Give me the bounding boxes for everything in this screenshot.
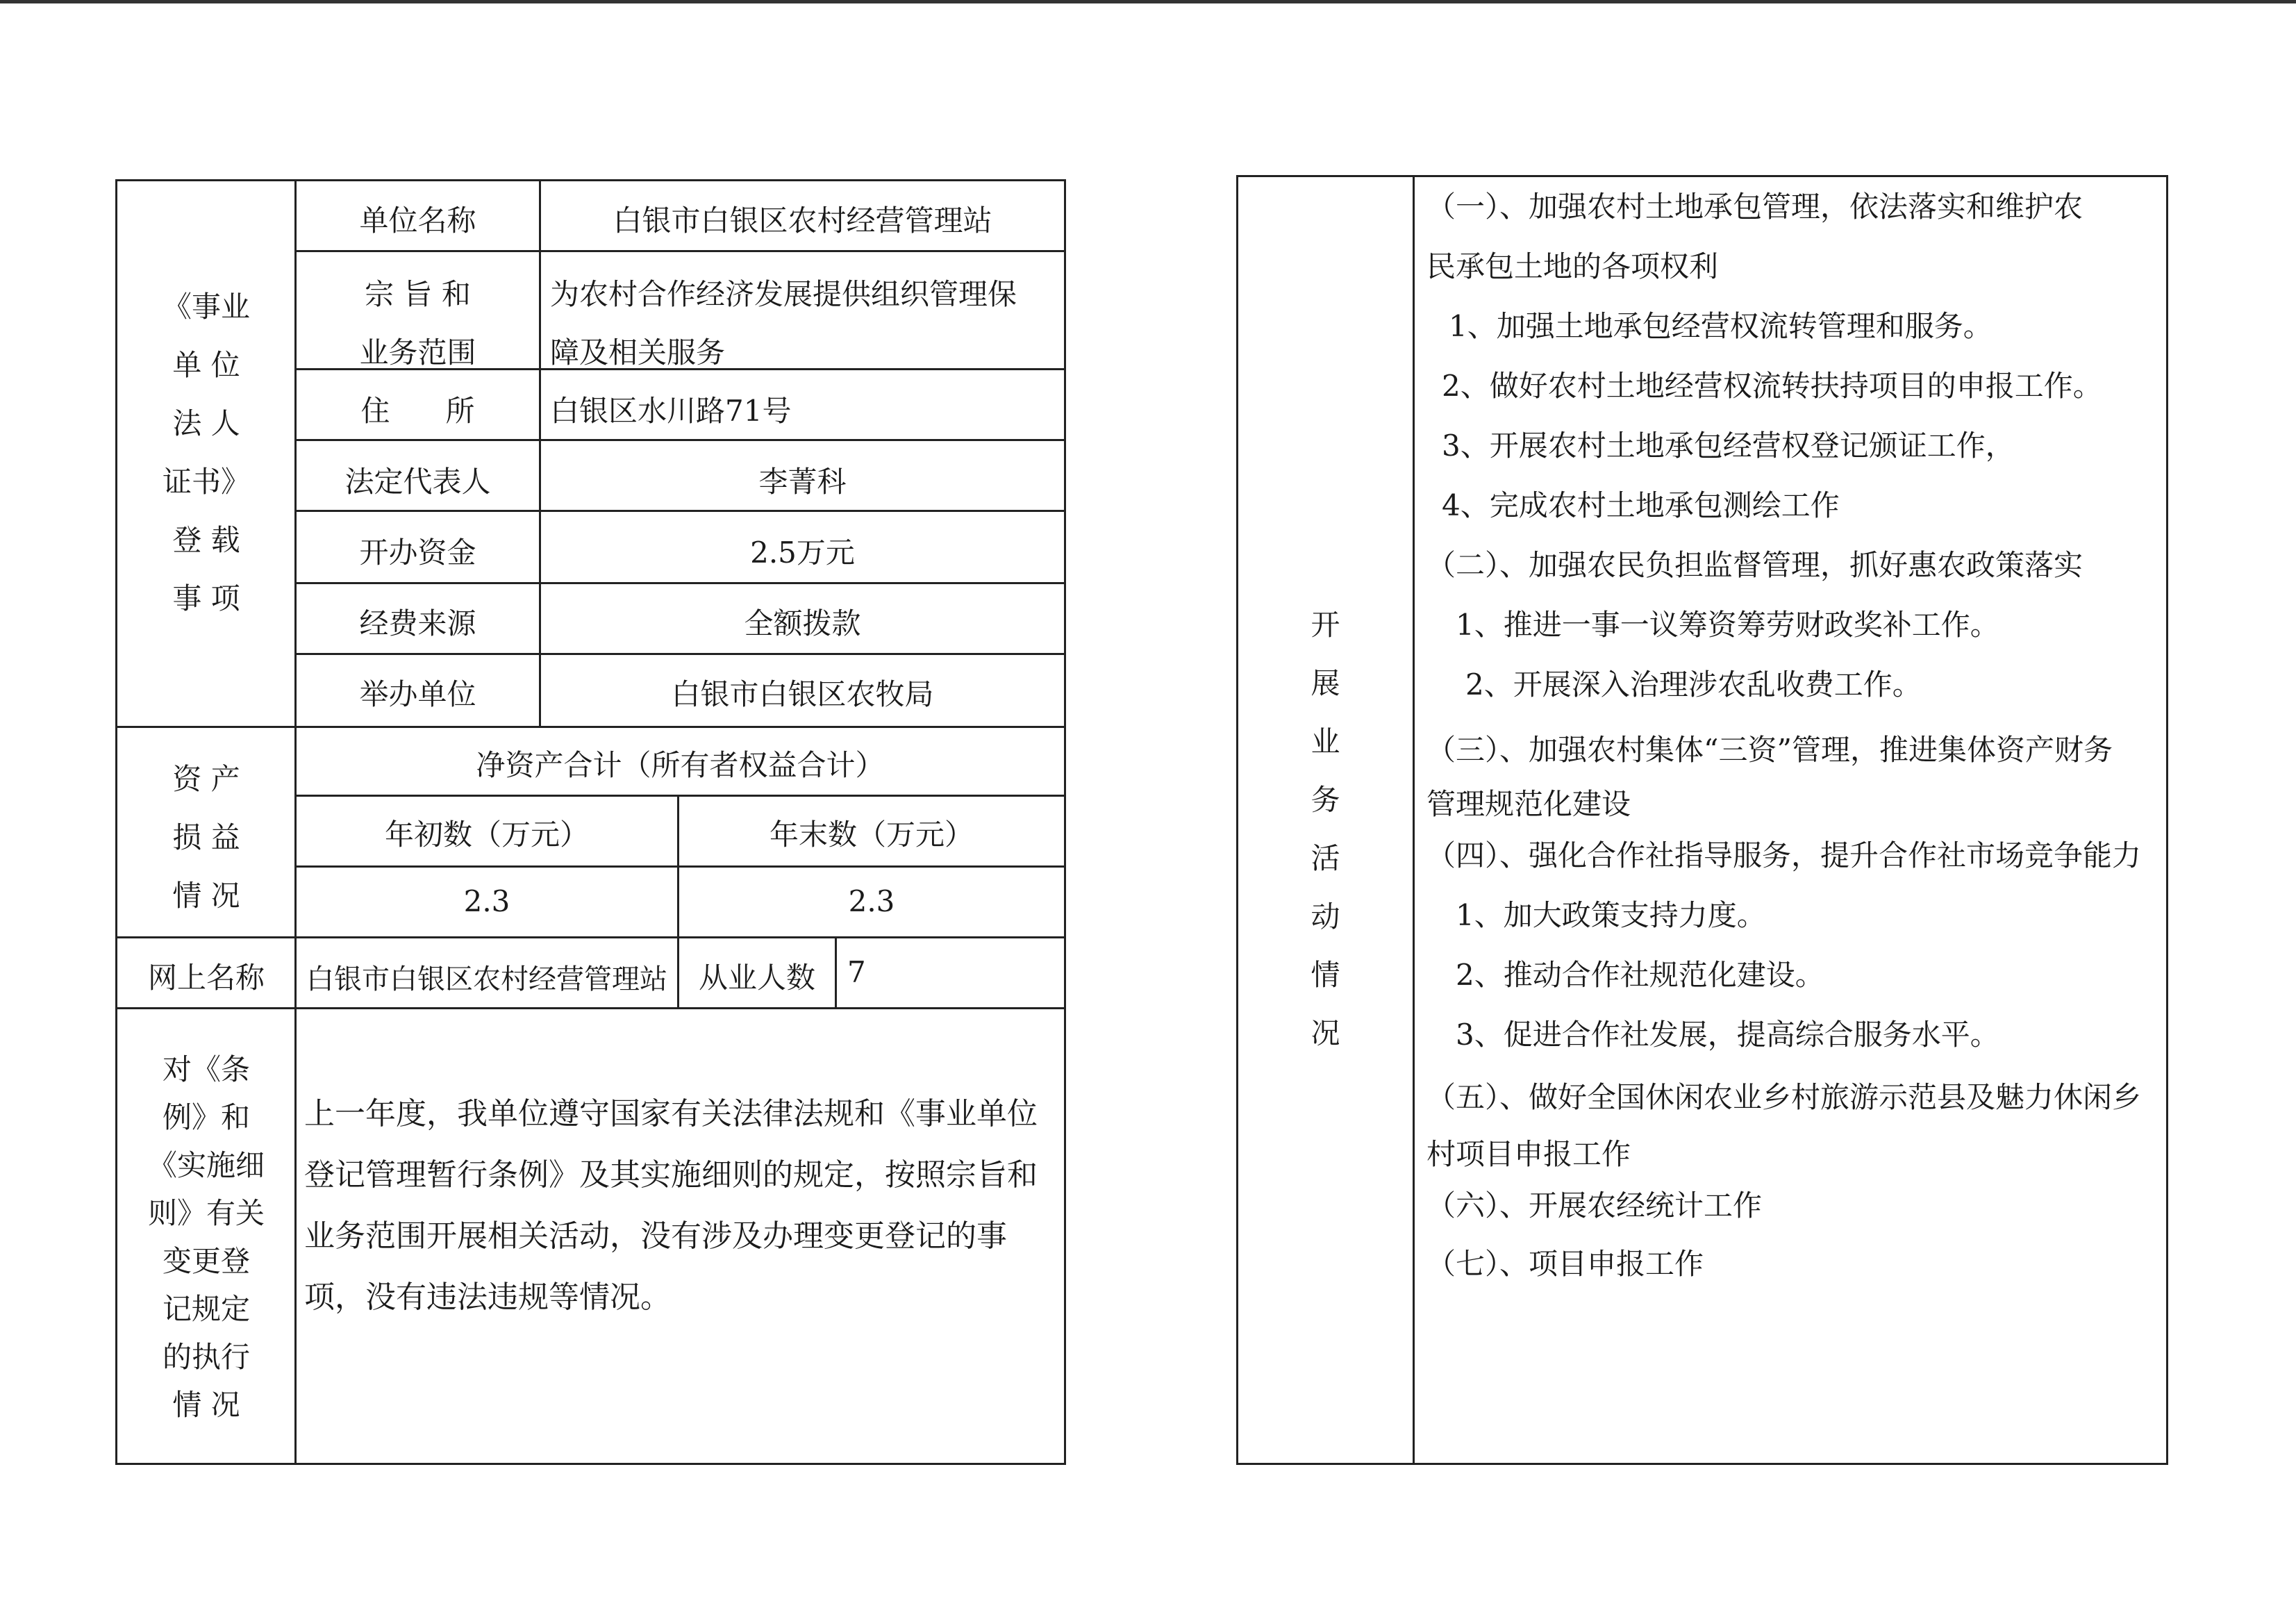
activity-line: 4、完成农村土地承包测绘工作 xyxy=(1442,488,1840,522)
value-purpose: 为农村合作经济发展提供组织管理保 障及相关服务 xyxy=(550,277,1017,370)
label-unit-name: 单位名称 xyxy=(359,204,476,238)
activity-line: （四）、强化合作社指导服务，提升合作社市场竞争能力 xyxy=(1426,838,2142,872)
label-address: 住 所 xyxy=(360,394,475,428)
activity-line: 2、推动合作社规范化建设。 xyxy=(1456,958,1824,992)
activity-line: （一）、加强农村土地承包管理，依法落实和维护农 xyxy=(1426,190,2083,224)
activity-line: 1、加强土地承包经营权流转管理和服务。 xyxy=(1449,309,1993,343)
year-start-label: 年初数（万元） xyxy=(384,818,589,852)
activity-line: 管理规范化建设 xyxy=(1426,787,1631,821)
online-name-label: 网上名称 xyxy=(147,961,265,995)
value-sponsor: 白银市白银区农牧局 xyxy=(671,677,934,711)
label-purpose: 宗 旨 和 业务范围 xyxy=(359,277,476,370)
label-legal-rep: 法定代表人 xyxy=(344,465,491,499)
activity-header: 开 展 业 务 活 动 情 况 xyxy=(1311,608,1340,1050)
activity-line: （五）、做好全国休闲农业乡村旅游示范县及魅力休闲乡 xyxy=(1426,1080,2142,1114)
year-end-value: 2.3 xyxy=(848,884,895,918)
activity-line: （二）、加强农民负担监督管理，抓好惠农政策落实 xyxy=(1426,548,2083,582)
activity-line: （三）、加强农村集体“三资”管理，推进集体资产财务 xyxy=(1426,733,2113,767)
compliance-header: 对《条 例》和 《实施细 则》有关 变更登 记规定 的执行 情 况 xyxy=(147,1052,265,1422)
year-start-value: 2.3 xyxy=(463,884,510,918)
activity-line: 村项目申报工作 xyxy=(1426,1137,1631,1171)
staff-value: 7 xyxy=(847,955,866,989)
activity-line: 3、开展农村土地承包经营权登记颁证工作， xyxy=(1442,429,2015,463)
activity-line: 3、促进合作社发展，提高综合服务水平。 xyxy=(1456,1018,1999,1052)
assets-header: 资 产 损 益 情 况 xyxy=(172,762,240,913)
activity-line: 1、推进一事一议筹资筹劳财政奖补工作。 xyxy=(1456,608,1999,642)
activity-line: 2、开展深入治理涉农乱收费工作。 xyxy=(1465,668,1922,702)
value-capital: 2.5万元 xyxy=(750,536,855,570)
value-legal-rep: 李菁科 xyxy=(758,465,847,499)
registration-header: 《事业 单 位 法 人 证书》 登 载 事 项 xyxy=(162,290,250,615)
label-funding-source: 经费来源 xyxy=(359,606,476,640)
activity-line: 2、做好农村土地经营权流转扶持项目的申报工作。 xyxy=(1442,369,2102,403)
activity-line: （六）、开展农经统计工作 xyxy=(1426,1188,1763,1223)
activity-line: （七）、项目申报工作 xyxy=(1426,1247,1704,1281)
value-unit-name: 白银市白银区农村经营管理站 xyxy=(613,204,992,238)
net-assets-title: 净资产合计（所有者权益合计） xyxy=(476,748,885,782)
staff-label: 从业人数 xyxy=(698,961,815,995)
value-funding-source: 全额拨款 xyxy=(744,606,861,640)
value-address: 白银区水川路71号 xyxy=(550,394,792,428)
label-sponsor: 举办单位 xyxy=(359,677,476,711)
label-capital: 开办资金 xyxy=(359,536,476,570)
compliance-text: 上一年度，我单位遵守国家有关法律法规和《事业单位登记管理暂行条例》及其实施细则的规定，按照宗旨和业务范围开展相关活动，没有涉及办理变更登记的事项，没有违法违规等情况。 xyxy=(304,1096,1038,1315)
year-end-label: 年末数（万元） xyxy=(769,818,974,852)
online-name-value: 白银市白银区农村经营管理站 xyxy=(306,963,667,995)
activity-line: 1、加大政策支持力度。 xyxy=(1456,898,1766,932)
activity-line: 民承包土地的各项权利 xyxy=(1426,249,1719,283)
